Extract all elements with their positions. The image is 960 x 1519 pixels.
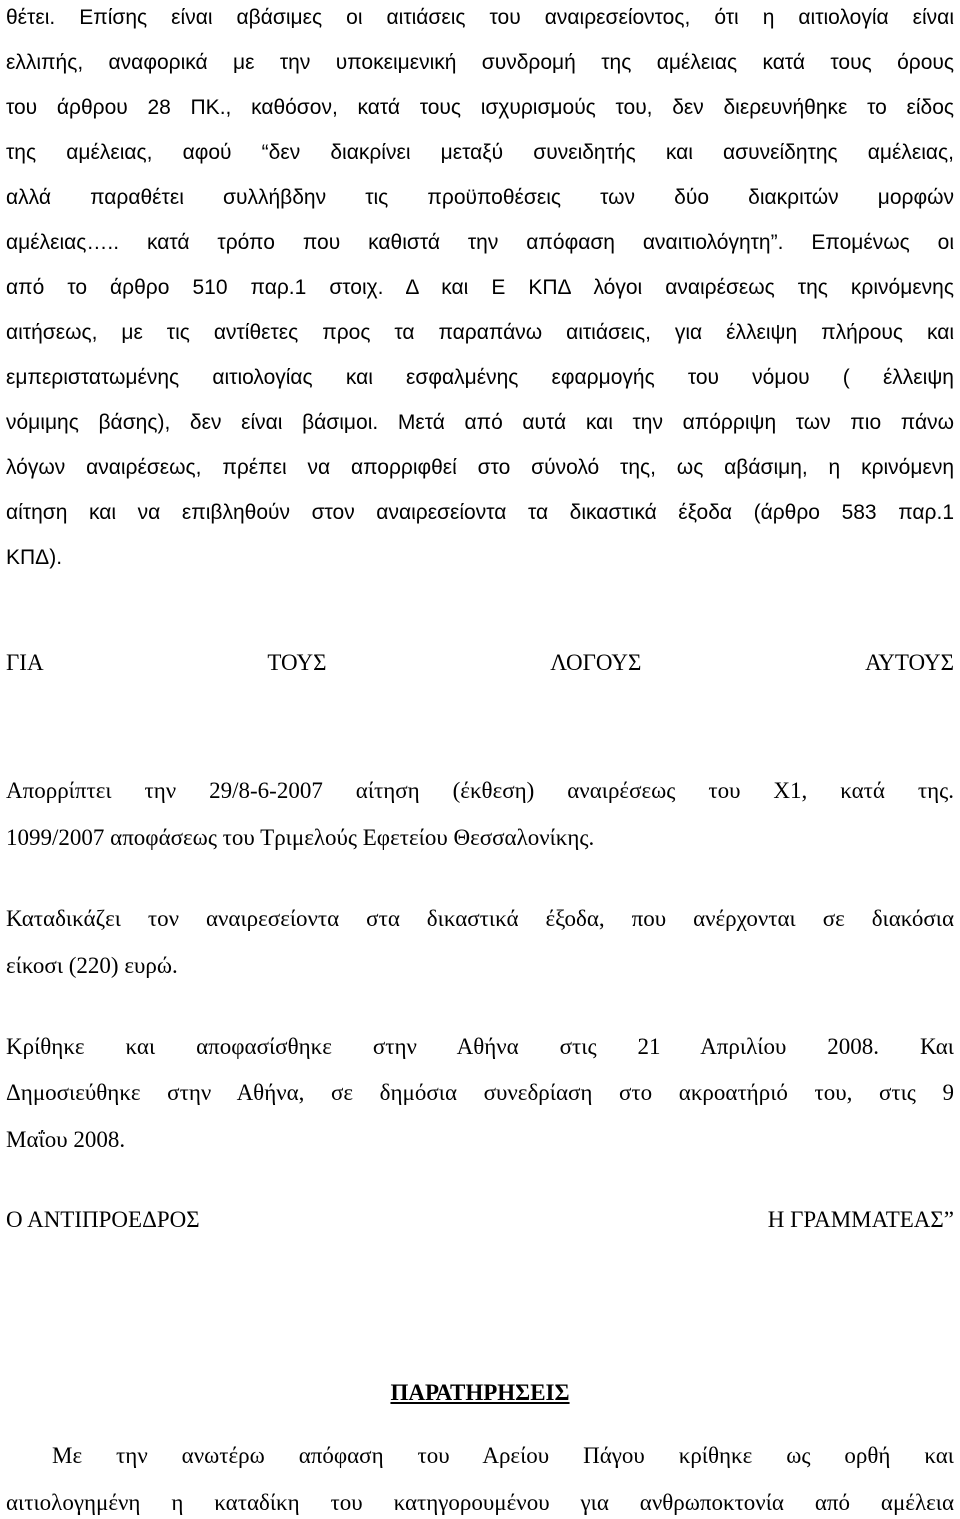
text-line: του άρθρου 28 ΠΚ., καθόσον, κατά τους ισχυρισμούς του, δεν διερευνήθηκε το είδος [6, 96, 954, 119]
text-line: ΚΠΔ). [6, 546, 63, 569]
text-line: ελλιπής, αναφορικά με την υποκειμενική συνδρομή της αμέλειας κατά τους όρους [6, 51, 954, 74]
heading-word: ΓΙΑ [6, 650, 44, 675]
signature-right: Η ΓΡΑΜΜΑΤΕΑΣ” [767, 1207, 954, 1232]
decision-line: Δημοσιεύθηκε στην Αθήνα, σε δημόσια συνεδρίαση στο ακροατήριό του, στις 9 [6, 1080, 954, 1105]
text-line: αμέλειας….. κατά τρόπο που καθιστά την απόφαση αναιτιολόγητη”. Επομένως οι [6, 231, 954, 254]
notes-line: Με την ανωτέρω απόφαση του Αρείου Πάγου κρίθηκε ως ορθή και [52, 1443, 954, 1468]
text-line: θέτει. Επίσης είναι αβάσιμες οι αιτιάσεις του αναιρεσείοντος, ότι η αιτιολογία είναι [6, 6, 954, 29]
heading-word: ΛΟΓΟΥΣ [550, 650, 642, 675]
heading-word: ΤΟΥΣ [267, 650, 327, 675]
ruling-line: Απορρίπτει την 29/8-6-2007 αίτηση (έκθεση) αναιρέσεως του Χ1, κατά της. [6, 778, 954, 803]
text-line: αίτηση και να επιβληθούν στον αναιρεσείοντα τα δικαστικά έξοδα (άρθρο 583 παρ.1 [6, 501, 954, 524]
text-line: εμπεριστατωμένης αιτιολογίας και εσφαλμένης εφαρμογής του νόμου ( έλλειψη [6, 366, 954, 389]
signature-row [6, 1204, 954, 1236]
ruling-heading [6, 647, 954, 679]
text-line: από το άρθρο 510 παρ.1 στοιχ. Δ και Ε ΚΠΔ λόγοι αναιρέσεως της κρινόμενης [6, 276, 954, 299]
ruling-line: Καταδικάζει τον αναιρεσείοντα στα δικαστικά έξοδα, που ανέρχονται σε διακόσια [6, 906, 954, 931]
text-line: λόγων αναιρέσεως, πρέπει να απορριφθεί στο σύνολό της, ως αβάσιμη, η κρινόμενη [6, 456, 954, 479]
heading-word: ΑΥΤΟΥΣ [865, 650, 954, 675]
text-line: νόμιμης βάσης), δεν είναι βάσιμοι. Μετά από αυτά και την απόρριψη των πιο πάνω [6, 411, 954, 434]
notes-line: αιτιολογημένη η καταδίκη του κατηγορουμένου για ανθρωποκτονία από αμέλεια [6, 1490, 954, 1515]
decision-line: Κρίθηκε και αποφασίσθηκε στην Αθήνα στις 21 Απριλίου 2008. Και [6, 1034, 954, 1059]
notes-title: ΠΑΡΑΤΗΡΗΣΕΙΣ [390, 1380, 570, 1405]
ruling-line: 1099/2007 αποφάσεως του Τριμελούς Εφετείου Θεσσαλονίκης. [6, 825, 595, 850]
signature-left: Ο ΑΝΤΙΠΡΟΕΔΡΟΣ [6, 1207, 200, 1232]
ruling-line: είκοσι (220) ευρώ. [6, 953, 178, 978]
text-line: αιτήσεως, με τις αντίθετες προς τα παραπάνω αιτιάσεις, για έλλειψη πλήρους και [6, 321, 954, 344]
decision-line: Μαΐου 2008. [6, 1127, 126, 1152]
text-line: αλλά παραθέτει συλλήβδην τις προϋποθέσεις των δύο διακριτών μορφών [6, 186, 954, 209]
text-line: της αμέλειας, αφού “δεν διακρίνει μεταξύ συνειδητής και ασυνείδητης αμέλειας, [6, 141, 954, 164]
